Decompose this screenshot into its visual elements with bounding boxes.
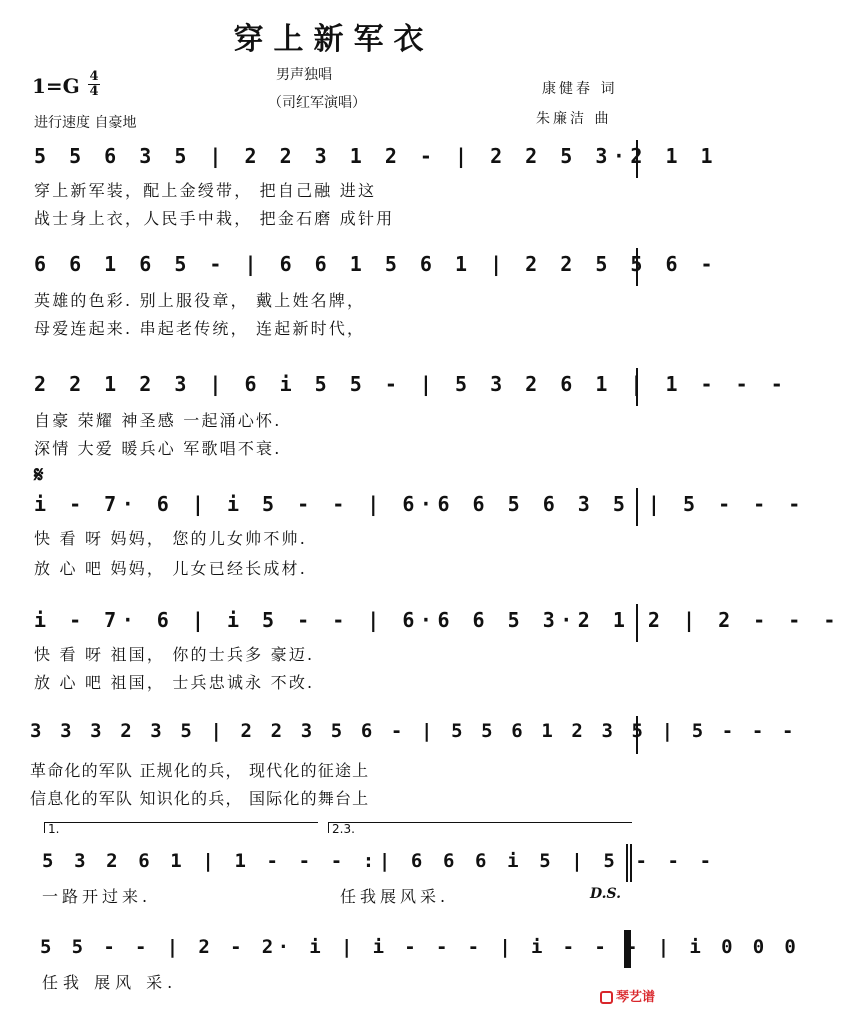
lyrics-line-5-verse-1: 快 看 呀 祖国， 你的士兵多 豪迈. (34, 645, 315, 664)
lyrics-line-3-verse-1: 自豪 荣耀 神圣感 一起涌心怀. (34, 411, 282, 430)
time-signature (88, 70, 100, 99)
notes-line-7: 5 3 2 6 1 | 1 - - - :| 6 6 6 i 5 | 5 - - - (42, 850, 716, 872)
lyrics-line-2-verse-1: 英雄的色彩. 别上服役章， 戴上姓名牌， (34, 291, 366, 310)
lyrics-line-8: 任我 展风 采. (42, 973, 178, 992)
double-barline (626, 844, 632, 882)
watermark-text: 琴艺谱 (615, 990, 655, 1005)
notes-line-6: 3 3 3 2 3 5 | 2 2 3 5 6 - | 5 5 6 1 2 3 5 | 5 - - - (30, 720, 797, 742)
watermark-logo-icon (600, 991, 613, 1004)
notes-line-1: 5 5 6 3 5 | 2 2 3 1 2 - | 2 2 5 3·2 1 1 (34, 144, 719, 168)
segno-sign: 𝄋 (34, 462, 44, 488)
song-title: 穿上新军衣 (233, 22, 434, 57)
notes-line-5: i - 7· 6 | i 5 - - | 6·6 6 5 3·2 1 2 | 2 - - - (34, 608, 841, 632)
lyrics-line-3-verse-2: 深情 大爱 暖兵心 军歌唱不衰. (34, 439, 282, 458)
composer: 朱廉洁 曲 (536, 111, 612, 127)
performance-type: 男声独唱 (276, 67, 332, 83)
dal-segno-mark: D.S. (590, 886, 622, 902)
volta-first-ending: 1. (44, 822, 318, 833)
lyrics-line-1-verse-2: 战士身上衣，人民手中栽， 把金石磨 成针用 (34, 209, 395, 228)
barline (636, 716, 638, 754)
lyrics-line-7-second-ending: 任我展风采. (340, 887, 450, 906)
tempo-marking: 进行速度 自豪地 (34, 115, 137, 131)
lyrics-line-4-verse-2: 放 心 吧 妈妈， 儿女已经长成材. (34, 559, 308, 578)
lyrics-line-2-verse-2: 母爱连起来. 串起老传统， 连起新时代， (34, 319, 366, 338)
barline (636, 140, 638, 178)
barline (636, 604, 638, 642)
lyrics-line-5-verse-2: 放 心 吧 祖国， 士兵忠诚永 不改. (34, 673, 315, 692)
lyrics-line-7-first-ending: 一路开过来. (42, 887, 152, 906)
lyrics-line-6-verse-2: 信息化的军队 知识化的兵， 国际化的舞台上 (30, 789, 370, 808)
key-signature: 1=G (32, 74, 80, 98)
lyrics-line-1-verse-1: 穿上新军装，配上金绶带， 把自己融 进这 (34, 181, 377, 200)
barline (636, 488, 638, 526)
lyrics-line-6-verse-1: 革命化的军队 正规化的兵， 现代化的征途上 (30, 761, 370, 780)
singer: （司红军演唱） (268, 95, 366, 111)
lyricist: 康健春 词 (542, 81, 618, 97)
barline (636, 368, 638, 406)
final-barline (624, 930, 631, 968)
notes-line-3: 2 2 1 2 3 | 6 i 5 5 - | 5 3 2 6 1 | 1 - - - (34, 372, 789, 396)
notes-line-8: 5 5 - - | 2 - 2· i | i - - - | i - - - | i 0 0 0 (40, 936, 801, 958)
lyrics-line-4-verse-1: 快 看 呀 妈妈， 您的儿女帅不帅. (34, 529, 308, 548)
time-signature-bottom: 4 (89, 84, 99, 99)
barline (636, 248, 638, 286)
time-signature-top: 4 (89, 69, 99, 84)
notes-line-4: i - 7· 6 | i 5 - - | 6·6 6 5 6 3 5 | 5 - - - (34, 492, 806, 516)
volta-second-ending: 2.3. (328, 822, 632, 833)
watermark-logo (600, 986, 655, 1005)
notes-line-2: 6 6 1 6 5 - | 6 6 1 5 6 1 | 2 2 5 5 6 - (34, 252, 719, 276)
